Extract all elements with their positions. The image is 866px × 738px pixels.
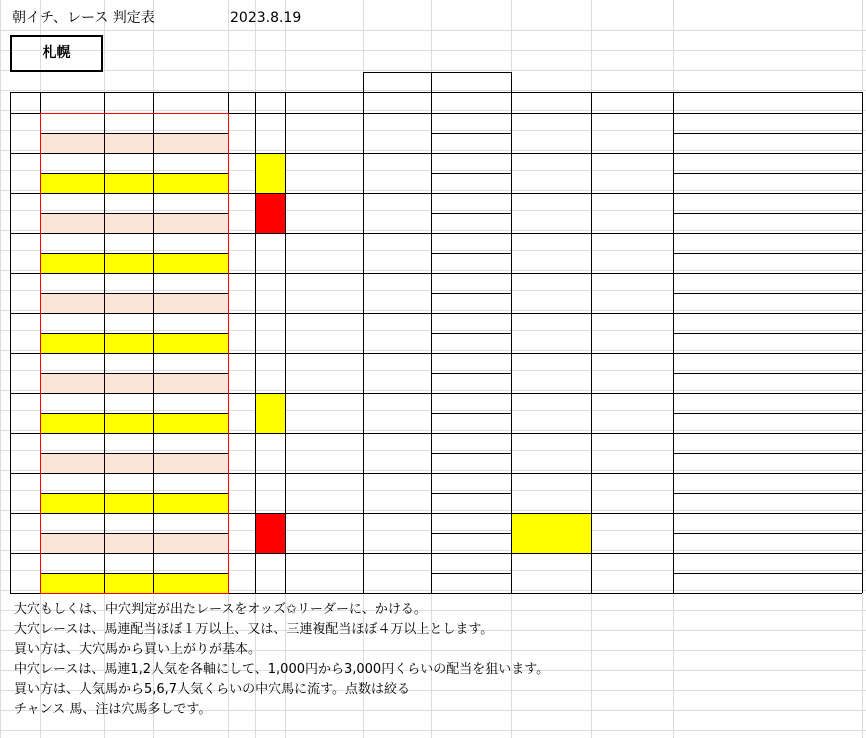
umaren1-count[interactable]: [153, 433, 228, 453]
umaren1-count[interactable]: [153, 233, 228, 253]
umaren1-marks[interactable]: [153, 333, 228, 353]
anauma-marks[interactable]: [104, 133, 153, 153]
zenjitsu-marks[interactable]: [40, 293, 104, 313]
anauma-count[interactable]: [104, 273, 153, 293]
chance-mark[interactable]: [591, 483, 673, 503]
row-half-divider-v: [431, 333, 511, 334]
col-divider: [673, 92, 674, 593]
anauma-marks[interactable]: [104, 333, 153, 353]
chance-mark[interactable]: [591, 243, 673, 263]
race-number[interactable]: [10, 443, 40, 463]
umaren1-count[interactable]: [153, 353, 228, 373]
yosou-result[interactable]: [285, 563, 363, 583]
sanrenpuku-value[interactable]: [431, 333, 511, 353]
col-divider: [511, 92, 512, 593]
chance-mark[interactable]: [591, 323, 673, 343]
zenjitsu-marks[interactable]: [40, 573, 104, 593]
umaren1-marks[interactable]: [153, 493, 228, 513]
row-divider: [10, 153, 862, 154]
header-umaren1[interactable]: [153, 92, 228, 112]
umaren-value[interactable]: [431, 473, 511, 493]
row-half-divider-v: [431, 213, 511, 214]
anauma-count[interactable]: [104, 313, 153, 333]
row-half-divider-cm: [673, 413, 862, 414]
yosou-result[interactable]: [285, 363, 363, 383]
anauma-count[interactable]: [104, 233, 153, 253]
umaren-value[interactable]: [431, 393, 511, 413]
row-half-divider-v: [431, 253, 511, 254]
umaren1-marks[interactable]: [153, 133, 228, 153]
umaren-value[interactable]: [431, 233, 511, 253]
race-number[interactable]: [10, 163, 40, 183]
col-divider: [104, 92, 105, 593]
red-right: [228, 113, 229, 593]
zenjitsu-marks[interactable]: [40, 413, 104, 433]
chance-mark[interactable]: [591, 523, 673, 543]
header-r[interactable]: [10, 92, 40, 112]
zenjitsu-marks[interactable]: [40, 533, 104, 553]
zenjitsu-count[interactable]: [40, 193, 104, 213]
race-number-2[interactable]: [228, 403, 255, 423]
yosou-result[interactable]: [285, 403, 363, 423]
chance-mark[interactable]: [591, 403, 673, 423]
col-divider: [153, 92, 154, 593]
header-r2[interactable]: [228, 92, 255, 112]
col-divider: [363, 92, 364, 593]
note-line: 買い方は、人気馬から5,6,7人気くらいの中穴馬に流す。点数は絞る: [14, 682, 411, 697]
header-upper-left: [363, 72, 364, 92]
race-number[interactable]: [10, 563, 40, 583]
race-number[interactable]: [10, 203, 40, 223]
zenjitsu-marks[interactable]: [40, 493, 104, 513]
zenjitsu-marks[interactable]: [40, 373, 104, 393]
row-divider: [10, 513, 862, 514]
hande-mark[interactable]: [511, 123, 591, 143]
umaren1-count[interactable]: [153, 273, 228, 293]
sanrenpuku-value[interactable]: [431, 493, 511, 513]
hande-mark[interactable]: [511, 443, 591, 463]
anauma-marks[interactable]: [104, 573, 153, 593]
sanrenpuku-value[interactable]: [431, 213, 511, 233]
sheet-date: 2023.8.19: [230, 10, 302, 26]
umaren-value[interactable]: [431, 353, 511, 373]
x-count[interactable]: [256, 314, 285, 353]
zenjitsu-count[interactable]: [40, 473, 104, 493]
hande-mark[interactable]: [511, 323, 591, 343]
anauma-count[interactable]: [104, 353, 153, 373]
race-number-2[interactable]: [228, 243, 255, 263]
umaren1-count[interactable]: [153, 513, 228, 533]
hande-mark[interactable]: [511, 403, 591, 423]
row-divider: [10, 353, 862, 354]
row-half-divider-v: [431, 293, 511, 294]
umaren1-marks[interactable]: [153, 413, 228, 433]
row-divider: [10, 393, 862, 394]
row-half-divider-cm: [673, 213, 862, 214]
row-half-divider-v: [431, 173, 511, 174]
header-comment[interactable]: [673, 92, 862, 112]
red-bottom: [40, 593, 229, 594]
sanrenpuku-value[interactable]: [431, 173, 511, 193]
red-top: [40, 113, 228, 114]
umaren1-count[interactable]: [153, 473, 228, 493]
row-half-divider-cm: [673, 253, 862, 254]
umaren1-count[interactable]: [153, 153, 228, 173]
sanrenpuku-value[interactable]: [431, 133, 511, 153]
race-number-2[interactable]: [228, 283, 255, 303]
sanrenpuku-value[interactable]: [431, 533, 511, 553]
race-number[interactable]: [10, 123, 40, 143]
anauma-marks[interactable]: [104, 293, 153, 313]
umaren1-count[interactable]: [153, 113, 228, 133]
row-half-divider-v: [431, 453, 511, 454]
sanrenpuku-value[interactable]: [431, 573, 511, 593]
hande-mark[interactable]: [512, 514, 591, 553]
anauma-count[interactable]: [104, 113, 153, 133]
row-half-divider-cm: [673, 373, 862, 374]
umaren1-marks[interactable]: [153, 213, 228, 233]
row-half-divider-cm: [673, 133, 862, 134]
note-line: チャンス 馬、注は穴馬多しです。: [14, 702, 212, 717]
yosou-result[interactable]: [285, 163, 363, 183]
row-half-divider-abc: [40, 533, 228, 534]
zenjitsu-count[interactable]: [40, 313, 104, 333]
anauma-marks[interactable]: [104, 213, 153, 233]
umaren-value[interactable]: [431, 433, 511, 453]
race-number-2[interactable]: [228, 563, 255, 583]
yosou-result[interactable]: [285, 483, 363, 503]
header-yoho-kekka[interactable]: [363, 72, 431, 92]
row-half-divider-v: [431, 533, 511, 534]
zenjitsu-count[interactable]: [40, 113, 104, 133]
x-count[interactable]: [256, 234, 285, 273]
row-divider: [10, 193, 862, 194]
umaren1-marks[interactable]: [153, 293, 228, 313]
umaren-value[interactable]: [431, 113, 511, 133]
row-half-divider-cm: [673, 293, 862, 294]
header-xcount[interactable]: [255, 92, 285, 112]
x-count[interactable]: [256, 114, 285, 153]
umaren1-count[interactable]: [153, 393, 228, 413]
row-half-divider-v: [431, 133, 511, 134]
x-count[interactable]: [256, 474, 285, 513]
row-divider: [10, 553, 862, 554]
anauma-count[interactable]: [104, 153, 153, 173]
umaren1-marks[interactable]: [153, 253, 228, 273]
zenjitsu-count[interactable]: [40, 553, 104, 573]
row-half-divider-cm: [673, 573, 862, 574]
row-half-divider-cm: [673, 533, 862, 534]
note-line: 中穴レースは、馬連1,2人気を各軸にして、1,000円から3,000円くらいの配当を狙います。: [14, 662, 550, 677]
row-half-divider-cm: [673, 173, 862, 174]
umaren1-marks[interactable]: [153, 573, 228, 593]
race-number[interactable]: [10, 363, 40, 383]
header-top-line: [10, 92, 862, 93]
col-divider: [255, 92, 256, 593]
row-half-divider-abc: [40, 133, 228, 134]
zenjitsu-count[interactable]: [40, 273, 104, 293]
umaren-value[interactable]: [431, 313, 511, 333]
zenjitsu-count[interactable]: [40, 393, 104, 413]
zenjitsu-marks[interactable]: [40, 173, 104, 193]
hande-mark[interactable]: [511, 563, 591, 583]
venue-box[interactable]: 札幌: [10, 35, 103, 72]
row-divider: [10, 313, 862, 314]
yosou-result[interactable]: [285, 123, 363, 143]
row-half-divider-abc: [40, 493, 228, 494]
zenjitsu-count[interactable]: [40, 513, 104, 533]
note-line: 買い方は、大穴馬から買い上がりが基本。: [14, 642, 262, 657]
x-count[interactable]: [256, 434, 285, 473]
header-upper-top: [363, 72, 511, 73]
row-half-divider-abc: [40, 293, 228, 294]
note-line: 大穴もしくは、中穴判定が出たレースをオッズ✩リーダーに、かける。: [14, 602, 427, 617]
anauma-count[interactable]: [104, 513, 153, 533]
chance-mark[interactable]: [591, 283, 673, 303]
anauma-marks[interactable]: [104, 453, 153, 473]
header-upper-mid: [431, 72, 432, 92]
race-number-2[interactable]: [228, 443, 255, 463]
zenjitsu-marks[interactable]: [40, 333, 104, 353]
x-count[interactable]: [256, 154, 285, 193]
header-yosou[interactable]: [285, 92, 363, 112]
col-divider: [10, 92, 11, 593]
row-half-divider-abc: [40, 253, 228, 254]
race-number-2[interactable]: [228, 523, 255, 543]
hande-mark[interactable]: [511, 363, 591, 383]
race-number-2[interactable]: [228, 483, 255, 503]
umaren-value[interactable]: [431, 193, 511, 213]
race-number[interactable]: [10, 323, 40, 343]
yosou-result[interactable]: [285, 443, 363, 463]
umaren1-marks[interactable]: [153, 533, 228, 553]
col-divider: [431, 92, 432, 593]
umaren1-marks[interactable]: [153, 373, 228, 393]
col-divider: [285, 92, 286, 593]
anauma-count[interactable]: [104, 393, 153, 413]
header-upper-right: [511, 72, 512, 92]
x-count[interactable]: [256, 554, 285, 593]
anauma-count[interactable]: [104, 553, 153, 573]
zenjitsu-marks[interactable]: [40, 253, 104, 273]
row-half-divider-abc: [40, 333, 228, 334]
hande-mark[interactable]: [511, 203, 591, 223]
chance-mark[interactable]: [591, 163, 673, 183]
anauma-count[interactable]: [104, 193, 153, 213]
yosou-result[interactable]: [285, 523, 363, 543]
race-number[interactable]: [10, 523, 40, 543]
row-half-divider-abc: [40, 573, 228, 574]
row-half-divider-cm: [673, 493, 862, 494]
header-zenjitsu[interactable]: [40, 92, 104, 112]
x-count[interactable]: [256, 274, 285, 313]
col-divider: [862, 92, 863, 593]
zenjitsu-marks[interactable]: [40, 213, 104, 233]
header-yoso-kekka[interactable]: [363, 92, 431, 112]
sanrenpuku-value[interactable]: [431, 453, 511, 473]
x-count[interactable]: [256, 394, 285, 433]
chance-mark[interactable]: [591, 363, 673, 383]
zenjitsu-count[interactable]: [40, 233, 104, 253]
umaren1-count[interactable]: [153, 193, 228, 213]
hande-mark[interactable]: [511, 243, 591, 263]
race-number[interactable]: [10, 283, 40, 303]
red-left: [40, 113, 41, 593]
yosou-result[interactable]: [285, 283, 363, 303]
row-half-divider-abc: [40, 213, 228, 214]
race-number[interactable]: [10, 403, 40, 423]
row-half-divider-abc: [40, 413, 228, 414]
header-hande[interactable]: [511, 92, 591, 112]
row-half-divider-cm: [673, 453, 862, 454]
umaren-value[interactable]: [431, 153, 511, 173]
row-half-divider-abc: [40, 453, 228, 454]
anauma-count[interactable]: [104, 433, 153, 453]
race-number-2[interactable]: [228, 123, 255, 143]
race-number[interactable]: [10, 243, 40, 263]
anauma-count[interactable]: [104, 473, 153, 493]
sanrenpuku-value[interactable]: [431, 413, 511, 433]
race-number-2[interactable]: [228, 323, 255, 343]
umaren-value[interactable]: [431, 513, 511, 533]
umaren-value[interactable]: [431, 273, 511, 293]
header-chance[interactable]: [591, 92, 673, 112]
row-half-divider-abc: [40, 173, 228, 174]
note-line: 大穴レースは、馬連配当ほぼ１万以上、又は、三連複配当ほぼ４万以上とします。: [14, 622, 494, 637]
race-number[interactable]: [10, 483, 40, 503]
hande-mark[interactable]: [511, 483, 591, 503]
hande-mark[interactable]: [511, 163, 591, 183]
hande-mark[interactable]: [511, 283, 591, 303]
umaren1-marks[interactable]: [153, 173, 228, 193]
col-divider: [591, 92, 592, 593]
row-divider: [10, 233, 862, 234]
umaren-value[interactable]: [431, 553, 511, 573]
yosou-result[interactable]: [285, 323, 363, 343]
chance-mark[interactable]: [591, 443, 673, 463]
umaren1-marks[interactable]: [153, 453, 228, 473]
sanrenpuku-value[interactable]: [431, 253, 511, 273]
sanrenpuku-value[interactable]: [431, 373, 511, 393]
row-divider: [10, 473, 862, 474]
sanrenpuku-value[interactable]: [431, 293, 511, 313]
anauma-marks[interactable]: [104, 253, 153, 273]
sheet-title: 朝イチ、レース 判定表: [12, 10, 155, 26]
umaren1-count[interactable]: [153, 553, 228, 573]
chance-mark[interactable]: [591, 563, 673, 583]
x-count[interactable]: [256, 194, 285, 233]
header-anauma[interactable]: [104, 92, 153, 112]
zenjitsu-marks[interactable]: [40, 453, 104, 473]
zenjitsu-count[interactable]: [40, 153, 104, 173]
yosou-result[interactable]: [285, 243, 363, 263]
anauma-marks[interactable]: [104, 533, 153, 553]
anauma-marks[interactable]: [104, 173, 153, 193]
row-half-divider-v: [431, 373, 511, 374]
x-count[interactable]: [256, 354, 285, 393]
chance-mark[interactable]: [591, 123, 673, 143]
x-count[interactable]: [256, 514, 285, 553]
row-divider: [10, 273, 862, 274]
yosou-result[interactable]: [285, 203, 363, 223]
umaren1-count[interactable]: [153, 313, 228, 333]
row-half-divider-cm: [673, 333, 862, 334]
race-number-2[interactable]: [228, 203, 255, 223]
row-half-divider-abc: [40, 373, 228, 374]
header-sanrenpuku[interactable]: [431, 92, 511, 112]
zenjitsu-count[interactable]: [40, 353, 104, 373]
row-half-divider-v: [431, 493, 511, 494]
race-number-2[interactable]: [228, 163, 255, 183]
zenjitsu-count[interactable]: [40, 433, 104, 453]
zenjitsu-marks[interactable]: [40, 133, 104, 153]
race-number-2[interactable]: [228, 363, 255, 383]
anauma-marks[interactable]: [104, 413, 153, 433]
header-umaren[interactable]: [431, 72, 511, 92]
row-divider: [10, 433, 862, 434]
row-half-divider-v: [431, 573, 511, 574]
anauma-marks[interactable]: [104, 493, 153, 513]
anauma-marks[interactable]: [104, 373, 153, 393]
chance-mark[interactable]: [591, 203, 673, 223]
row-half-divider-v: [431, 413, 511, 414]
